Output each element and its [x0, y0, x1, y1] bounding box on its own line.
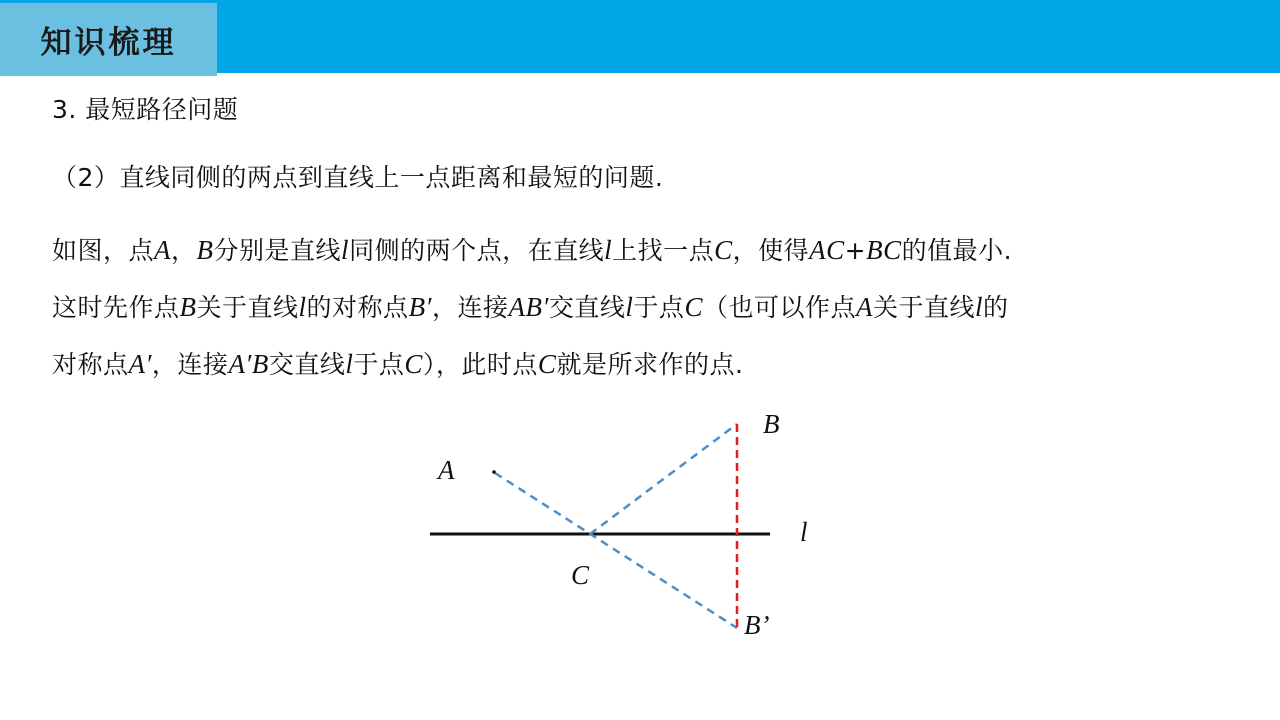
- text-segment: （也可以作点: [702, 293, 856, 322]
- math-symbol: C: [537, 349, 557, 379]
- text-segment: 同侧的两个点，在直线: [349, 236, 605, 265]
- math-symbol: B′: [408, 292, 432, 322]
- label-A: A: [438, 455, 455, 485]
- math-symbol: A: [855, 292, 873, 322]
- math-symbol: l: [974, 292, 983, 322]
- math-symbol: B: [179, 292, 197, 322]
- text-segment: 分别是直线: [213, 236, 342, 265]
- segment-AB-prime: [495, 473, 737, 628]
- point-A: [492, 470, 496, 474]
- math-symbol: l: [341, 235, 350, 265]
- text-segment: 的对称点: [306, 293, 409, 322]
- math-symbol: A′B: [228, 349, 269, 379]
- segment-CB: [590, 424, 737, 534]
- text-segment: 关于直线: [196, 293, 299, 322]
- text-segment: 关于直线: [872, 293, 975, 322]
- text-segment: ，: [171, 236, 197, 265]
- label-B-prime: B’: [744, 610, 770, 640]
- math-symbol: B: [196, 235, 214, 265]
- math-symbol: AB′: [508, 292, 549, 322]
- text-segment: 就是所求作的点.: [556, 350, 744, 379]
- math-symbol: C: [714, 235, 733, 265]
- label-B: B: [763, 409, 780, 439]
- section-title: 知识梳理: [40, 25, 177, 61]
- math-symbol: AC: [809, 235, 845, 265]
- text-segment: ），此时点: [422, 350, 538, 379]
- text-segment: 如图，点: [52, 236, 155, 265]
- text-segment: 交直线: [268, 350, 346, 379]
- math-symbol: l: [298, 292, 307, 322]
- topic-subheading: （2）直线同侧的两点到直线上一点距离和最短的问题.: [52, 163, 664, 192]
- math-symbol: BC: [866, 235, 902, 265]
- text-segment: +: [844, 236, 867, 265]
- text-segment: 的值最小.: [901, 236, 1013, 265]
- math-symbol: l: [345, 349, 354, 379]
- math-symbol: A′: [128, 349, 152, 379]
- math-symbol: A: [154, 235, 172, 265]
- text-segment: ，连接: [151, 350, 229, 379]
- text-segment: 上找一点: [612, 236, 715, 265]
- text-segment: ，连接: [431, 293, 509, 322]
- math-symbol: l: [625, 292, 634, 322]
- text-segment: 这时先作点: [52, 293, 180, 322]
- label-C: C: [571, 560, 590, 590]
- text-segment: 对称点: [52, 350, 129, 379]
- text-segment: 于点: [633, 293, 685, 322]
- math-symbol: C: [404, 349, 423, 379]
- topic-heading: 3. 最短路径问题: [52, 95, 239, 124]
- label-l: l: [800, 517, 808, 547]
- text-segment: 于点: [353, 350, 405, 379]
- text-segment: ，使得: [732, 236, 810, 265]
- math-symbol: C: [684, 292, 703, 322]
- text-segment: 的: [983, 293, 1009, 322]
- math-symbol: l: [604, 235, 613, 265]
- text-segment: 交直线: [548, 293, 626, 322]
